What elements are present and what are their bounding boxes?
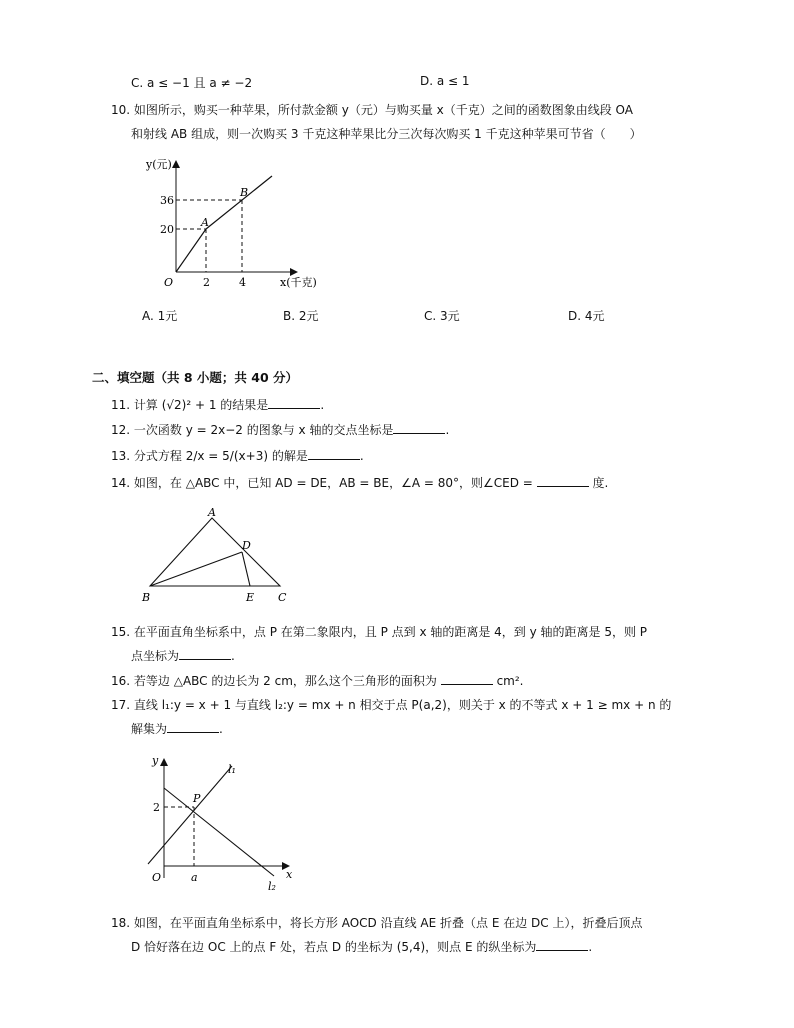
q14-label-a: A — [208, 506, 216, 519]
q17-text-line2: 解集为 — [131, 722, 168, 736]
q14-unit: 度. — [592, 476, 609, 490]
q13-text: 13. 分式方程 2/x = 5/(x+3) 的解是 — [111, 449, 308, 463]
q14-blank — [537, 474, 589, 487]
q14-text: 14. 如图，在 △ABC 中，已知 AD = DE，AB = BE，∠A = 80°，则∠CED = — [111, 476, 533, 490]
q17-label-l1: l₁ — [228, 763, 236, 776]
q10-tick-36: 36 — [160, 194, 174, 207]
q17-line-l1 — [148, 766, 232, 864]
q11-period: . — [320, 398, 325, 412]
q18-period: . — [588, 940, 593, 954]
q10-option-d: D. 4元 — [568, 309, 605, 323]
q13-blank — [308, 447, 360, 460]
q10-x-arrow — [290, 268, 298, 276]
q15-text-line1: 15. 在平面直角坐标系中，点 P 在第二象限内，且 P 点到 x 轴的距离是 4，到 y 轴的距离是 5，则 P — [111, 625, 648, 639]
q10-y-arrow — [172, 160, 180, 168]
q10-text-line1: 10. 如图所示，购买一种苹果，所付款金额 y（元）与购买量 x（千克）之间的函数图象由线段 OA — [111, 103, 633, 117]
q17-period: . — [219, 722, 223, 736]
q10-origin: O — [164, 276, 174, 289]
q14-label-e: E — [246, 591, 255, 604]
q16-blank — [441, 672, 493, 685]
q17-origin: O — [152, 871, 162, 884]
q16 — [111, 670, 524, 692]
q17-tick-a: a — [191, 871, 198, 884]
q10-tick-20: 20 — [160, 223, 174, 236]
q14-segment-bd — [150, 552, 242, 586]
q17-blank — [167, 720, 219, 733]
q14-triangle-figure — [138, 506, 298, 606]
q18-text-line2: D 恰好落在边 OC 上的点 F 处，若点 D 的坐标为 (5,4)，则点 E 的纵坐标为 — [131, 940, 537, 954]
q14 — [111, 472, 608, 494]
q10-segment-oa — [176, 229, 206, 272]
q10-tick-4: 4 — [239, 276, 246, 289]
q15-period: . — [231, 649, 235, 663]
q10-tick-2: 2 — [203, 276, 210, 289]
section-2-title: 二、填空题（共 8 小题；共 40 分） — [92, 370, 299, 385]
q17-y-label: y — [152, 754, 159, 767]
q14-label-c: C — [278, 591, 287, 604]
q10-option-c: C. 3元 — [424, 309, 460, 323]
q17-tick-2: 2 — [153, 801, 160, 814]
q18-blank — [536, 938, 588, 951]
q9-option-c: C. a ≤ −1 且 a ≠ −2 — [131, 76, 253, 90]
q14-segment-de — [242, 552, 250, 586]
q16-text: 16. 若等边 △ABC 的边长为 2 cm，那么这个三角形的面积为 — [111, 674, 437, 688]
q15-text-line2: 点坐标为 — [131, 649, 180, 663]
q10-option-a: A. 1元 — [142, 309, 178, 323]
q12-period: . — [445, 423, 450, 437]
q13-period: . — [359, 449, 364, 463]
q15-blank — [179, 647, 231, 660]
q10-x-label: x(千克) — [280, 276, 317, 289]
q10-text-line2: 和射线 AB 组成，则一次购买 3 千克这种苹果比分三次每次购买 1 千克这种苹果可节省（ ） — [131, 127, 642, 141]
q9-option-d: D. a ≤ 1 — [420, 74, 470, 88]
q17-line2 — [131, 718, 223, 740]
q10-point-a: A — [201, 216, 209, 229]
q17-graph — [140, 752, 300, 892]
q12-blank — [393, 421, 445, 434]
q18-text-line1: 18. 如图，在平面直角坐标系中，将长方形 AOCD 沿直线 AE 折叠（点 E 在边 DC 上），折叠后顶点 — [111, 916, 643, 930]
q17-text-line1: 17. 直线 l₁:y = x + 1 与直线 l₂:y = mx + n 相交于点 P(a,2)，则关于 x 的不等式 x + 1 ≥ mx + n 的 — [111, 698, 672, 712]
q18-line2 — [131, 936, 592, 958]
q17-point-p: P — [193, 792, 201, 805]
q14-label-d: D — [242, 539, 251, 552]
q10-point-b: B — [240, 186, 249, 199]
q10-graph — [140, 152, 340, 292]
q10-y-label: y(元) — [146, 158, 172, 171]
q16-unit: cm². — [496, 674, 524, 688]
q11 — [111, 394, 324, 416]
q17-x-label: x — [286, 868, 293, 881]
q15-line2 — [131, 645, 235, 667]
q11-text: 11. 计算 (√2)² + 1 的结果是 — [111, 398, 269, 412]
q17-label-l2: l₂ — [268, 880, 276, 892]
q14-label-b: B — [142, 591, 151, 604]
q17-y-arrow — [160, 758, 168, 766]
q12-text: 12. 一次函数 y = 2x−2 的图象与 x 轴的交点坐标是 — [111, 423, 394, 437]
q10-ray-ab — [206, 176, 272, 229]
q13 — [111, 445, 364, 467]
q12 — [111, 419, 449, 441]
q11-blank — [268, 396, 320, 409]
q14-triangle-abc — [150, 518, 280, 586]
q10-option-b: B. 2元 — [283, 309, 319, 323]
q17-line-l2 — [164, 788, 274, 876]
